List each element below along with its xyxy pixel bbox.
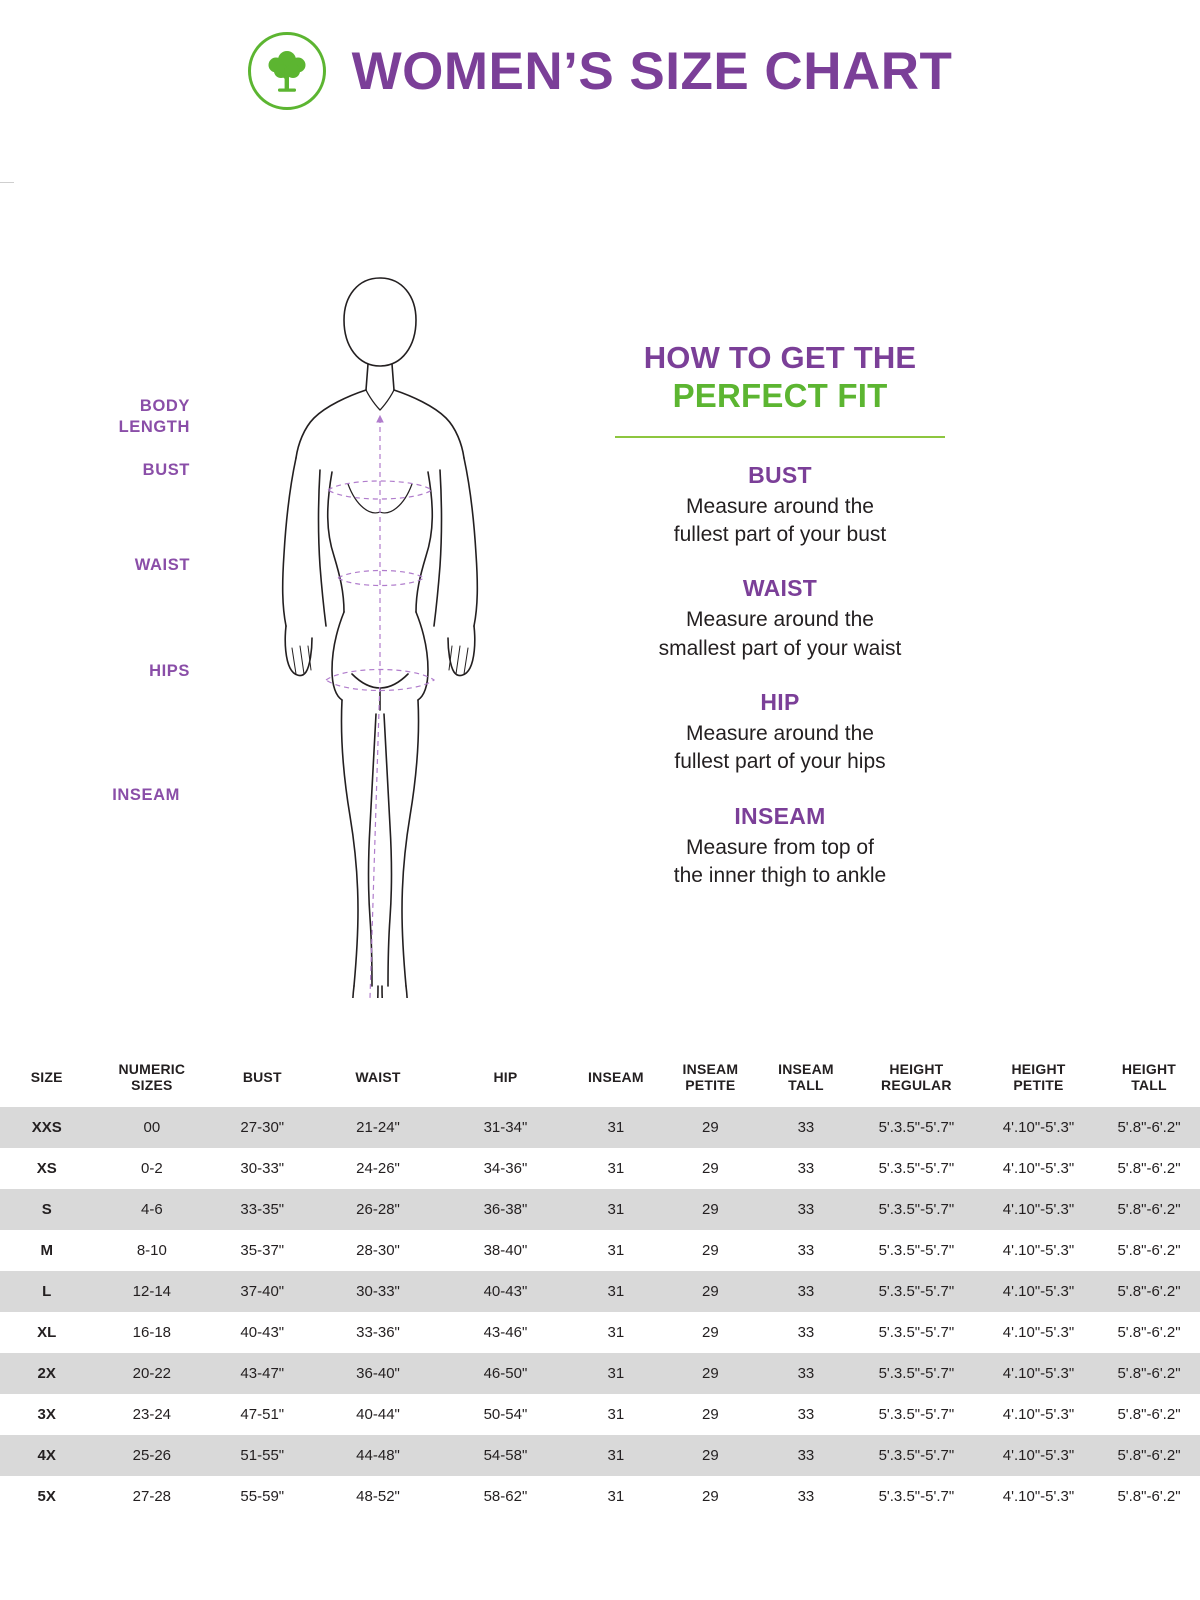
fit-desc-hip-line1: Measure around the [686, 721, 874, 745]
table-cell: 4'.10"-5'.3" [979, 1394, 1098, 1435]
table-cell: 29 [663, 1107, 759, 1148]
size-table-wrap [0, 1053, 1200, 1517]
table-cell: 33 [758, 1353, 854, 1394]
table-row [0, 1271, 1200, 1312]
table-cell: 5'.8"-6'.2" [1098, 1189, 1200, 1230]
callout-inseam: INSEAM [112, 786, 180, 804]
table-header-line1: INSEAM [778, 1061, 834, 1077]
fit-desc-bust-line1: Measure around the [686, 494, 874, 518]
table-cell: 33 [758, 1394, 854, 1435]
table-cell: 20-22 [93, 1353, 210, 1394]
table-header-row [0, 1053, 1200, 1107]
table-cell-size: 4X [0, 1435, 93, 1476]
table-header-cell-7 [758, 1053, 854, 1107]
table-header-line2: TALL [788, 1077, 824, 1094]
table-header-line1: INSEAM [682, 1061, 739, 1077]
table-cell: 5'.3.5"-5'.7" [854, 1312, 979, 1353]
table-cell: 27-28 [93, 1476, 210, 1517]
callout-bust: BUST [142, 461, 190, 479]
table-cell-size: L [0, 1271, 93, 1312]
table-cell: 4'.10"-5'.3" [979, 1476, 1098, 1517]
table-cell-size: XS [0, 1148, 93, 1189]
table-cell: 33 [758, 1476, 854, 1517]
table-header-line2: PETITE [1013, 1077, 1064, 1094]
body-figure [112, 118, 580, 998]
table-cell: 5'.8"-6'.2" [1098, 1476, 1200, 1517]
table-cell: 29 [663, 1435, 759, 1476]
fit-heading-line1: HOW TO GET THE [643, 340, 917, 375]
fit-desc-hip-line2: fullest part of your hips [674, 750, 886, 774]
table-cell-size: 3X [0, 1394, 93, 1435]
table-cell: 46-50" [442, 1353, 569, 1394]
table-cell: 5'.3.5"-5'.7" [854, 1148, 979, 1189]
table-cell: 40-43" [442, 1271, 569, 1312]
table-cell: 36-40" [314, 1353, 441, 1394]
table-cell: 29 [663, 1353, 759, 1394]
tree-logo-icon [248, 32, 326, 110]
table-cell: 54-58" [442, 1435, 569, 1476]
table-row [0, 1394, 1200, 1435]
table-cell: 31 [569, 1148, 662, 1189]
table-cell-size: S [0, 1189, 93, 1230]
fit-item-bust [595, 462, 965, 550]
table-cell: 4'.10"-5'.3" [979, 1435, 1098, 1476]
table-cell: 35-37" [210, 1230, 314, 1271]
table-header-line1: NUMERIC [118, 1061, 186, 1077]
table-row [0, 1148, 1200, 1189]
table-cell: 5'.8"-6'.2" [1098, 1435, 1200, 1476]
table-header-cell-9 [979, 1053, 1098, 1107]
table-cell: 33-36" [314, 1312, 441, 1353]
table-cell: 33 [758, 1107, 854, 1148]
table-cell-size: 2X [0, 1353, 93, 1394]
main-content [0, 110, 1200, 990]
table-header-line2: REGULAR [881, 1077, 952, 1094]
table-cell: 47-51" [210, 1394, 314, 1435]
table-cell: 29 [663, 1189, 759, 1230]
table-cell: 00 [93, 1107, 210, 1148]
table-cell: 31 [569, 1230, 662, 1271]
table-cell: 5'.8"-6'.2" [1098, 1230, 1200, 1271]
table-cell: 5'.8"-6'.2" [1098, 1353, 1200, 1394]
table-header-line1: HEIGHT [1121, 1061, 1177, 1077]
table-cell: 5'.3.5"-5'.7" [854, 1189, 979, 1230]
callout-waist: WAIST [134, 556, 190, 574]
table-cell: 33 [758, 1271, 854, 1312]
table-header-line1: HEIGHT [889, 1061, 944, 1077]
table-header-cell-8 [854, 1053, 979, 1107]
table-cell: 29 [663, 1148, 759, 1189]
table-header-cell-10 [1098, 1053, 1200, 1107]
table-cell: 40-43" [210, 1312, 314, 1353]
table-cell: 12-14 [93, 1271, 210, 1312]
table-cell: 4'.10"-5'.3" [979, 1189, 1098, 1230]
table-cell: 5'.3.5"-5'.7" [854, 1230, 979, 1271]
table-cell: 30-33" [314, 1271, 441, 1312]
table-cell: 5'.3.5"-5'.7" [854, 1435, 979, 1476]
table-row [0, 1312, 1200, 1353]
table-cell: 5'.3.5"-5'.7" [854, 1476, 979, 1517]
table-cell: 29 [663, 1476, 759, 1517]
table-cell: 5'.8"-6'.2" [1098, 1148, 1200, 1189]
table-cell: 33 [758, 1148, 854, 1189]
page-title: WOMEN’S SIZE CHART [351, 41, 953, 101]
table-header-line1: HEIGHT [1011, 1061, 1066, 1077]
table-cell: 55-59" [210, 1476, 314, 1517]
callout-hips: HIPS [149, 662, 190, 680]
table-cell: 38-40" [442, 1230, 569, 1271]
table-cell: 4'.10"-5'.3" [979, 1271, 1098, 1312]
table-cell: 5'.3.5"-5'.7" [854, 1353, 979, 1394]
table-cell: 43-47" [210, 1353, 314, 1394]
fit-item-waist [595, 575, 965, 663]
size-chart-table [0, 1053, 1200, 1517]
table-cell: 31 [569, 1394, 662, 1435]
table-header-cell-3 [314, 1053, 441, 1107]
fit-desc-bust-line2: fullest part of your bust [673, 522, 887, 546]
table-cell: 33 [758, 1435, 854, 1476]
table-cell: 31 [569, 1107, 662, 1148]
perfect-fit-panel [595, 340, 965, 890]
table-header-cell-6 [663, 1053, 759, 1107]
table-cell: 51-55" [210, 1435, 314, 1476]
table-row [0, 1476, 1200, 1517]
table-cell: 31 [569, 1271, 662, 1312]
table-cell: 31 [569, 1435, 662, 1476]
table-cell: 27-30" [210, 1107, 314, 1148]
table-cell: 48-52" [314, 1476, 441, 1517]
table-cell: 29 [663, 1271, 759, 1312]
callout-body-length: BODY LENGTH [118, 397, 190, 436]
table-body [0, 1107, 1200, 1517]
fit-term-bust: BUST [748, 461, 812, 488]
table-cell: 4'.10"-5'.3" [979, 1230, 1098, 1271]
table-row [0, 1107, 1200, 1148]
table-cell: 36-38" [442, 1189, 569, 1230]
table-cell: 4'.10"-5'.3" [979, 1148, 1098, 1189]
table-header-cell-5 [569, 1053, 662, 1107]
table-cell: 16-18 [93, 1312, 210, 1353]
table-row [0, 1189, 1200, 1230]
table-cell: 37-40" [210, 1271, 314, 1312]
table-cell: 43-46" [442, 1312, 569, 1353]
table-cell: 8-10 [93, 1230, 210, 1271]
table-header-line1: BUST [242, 1069, 282, 1086]
table-cell: 25-26 [93, 1435, 210, 1476]
table-header-cell-2 [210, 1053, 314, 1107]
table-cell: 33 [758, 1312, 854, 1353]
table-header-line2: SIZES [131, 1077, 173, 1094]
table-cell: 4'.10"-5'.3" [979, 1312, 1098, 1353]
table-cell: 28-30" [314, 1230, 441, 1271]
table-cell: 29 [663, 1312, 759, 1353]
table-row [0, 1353, 1200, 1394]
table-cell-size: 5X [0, 1476, 93, 1517]
table-cell: 5'.8"-6'.2" [1098, 1271, 1200, 1312]
table-cell: 33 [758, 1189, 854, 1230]
fit-item-inseam [595, 803, 965, 891]
table-cell: 26-28" [314, 1189, 441, 1230]
fit-term-waist: WAIST [742, 575, 818, 602]
table-header-cell-1 [93, 1053, 210, 1107]
table-cell: 44-48" [314, 1435, 441, 1476]
table-header-line1: HIP [493, 1069, 518, 1086]
table-cell: 50-54" [442, 1394, 569, 1435]
table-header-cell-0 [0, 1053, 93, 1107]
table-cell: 5'.8"-6'.2" [1098, 1107, 1200, 1148]
table-cell: 24-26" [314, 1148, 441, 1189]
fit-term-inseam: INSEAM [734, 802, 826, 829]
table-cell: 34-36" [442, 1148, 569, 1189]
page-header [0, 0, 1200, 110]
fit-desc-waist-line1: Measure around the [686, 608, 874, 632]
table-cell: 5'.3.5"-5'.7" [854, 1271, 979, 1312]
table-cell: 5'.8"-6'.2" [1098, 1394, 1200, 1435]
table-cell: 40-44" [314, 1394, 441, 1435]
table-cell: 29 [663, 1394, 759, 1435]
table-cell: 31 [569, 1312, 662, 1353]
table-cell: 23-24 [93, 1394, 210, 1435]
table-cell: 5'.3.5"-5'.7" [854, 1394, 979, 1435]
fit-heading-line2: PERFECT FIT [672, 376, 888, 414]
table-header-line2: TALL [1131, 1077, 1167, 1094]
table-cell: 33-35" [210, 1189, 314, 1230]
table-header-line1: INSEAM [588, 1069, 644, 1086]
fit-item-hip [595, 689, 965, 777]
table-cell: 31 [569, 1476, 662, 1517]
table-cell: 0-2 [93, 1148, 210, 1189]
table-header-cell-4 [442, 1053, 569, 1107]
table-cell: 5'.3.5"-5'.7" [854, 1107, 979, 1148]
table-cell: 4'.10"-5'.3" [979, 1107, 1098, 1148]
fit-divider [615, 436, 945, 438]
table-cell: 4-6 [93, 1189, 210, 1230]
table-cell: 31-34" [442, 1107, 569, 1148]
table-header-line1: SIZE [30, 1069, 63, 1086]
table-cell-size: M [0, 1230, 93, 1271]
fit-desc-waist-line2: smallest part of your waist [658, 636, 902, 660]
fit-term-hip: HIP [760, 688, 800, 715]
table-cell-size: XXS [0, 1107, 93, 1148]
table-row [0, 1230, 1200, 1271]
table-cell: 31 [569, 1189, 662, 1230]
table-head [0, 1053, 1200, 1107]
table-cell: 29 [663, 1230, 759, 1271]
table-cell: 33 [758, 1230, 854, 1271]
table-cell: 5'.8"-6'.2" [1098, 1312, 1200, 1353]
fit-desc-inseam-line1: Measure from top of [686, 835, 874, 859]
table-header-line2: PETITE [685, 1077, 736, 1094]
table-cell: 30-33" [210, 1148, 314, 1189]
table-cell: 21-24" [314, 1107, 441, 1148]
table-cell: 4'.10"-5'.3" [979, 1353, 1098, 1394]
table-row [0, 1435, 1200, 1476]
table-cell: 31 [569, 1353, 662, 1394]
fit-desc-inseam-line2: the inner thigh to ankle [673, 863, 887, 887]
table-header-line1: WAIST [355, 1069, 401, 1086]
table-cell-size: XL [0, 1312, 93, 1353]
table-cell: 58-62" [442, 1476, 569, 1517]
